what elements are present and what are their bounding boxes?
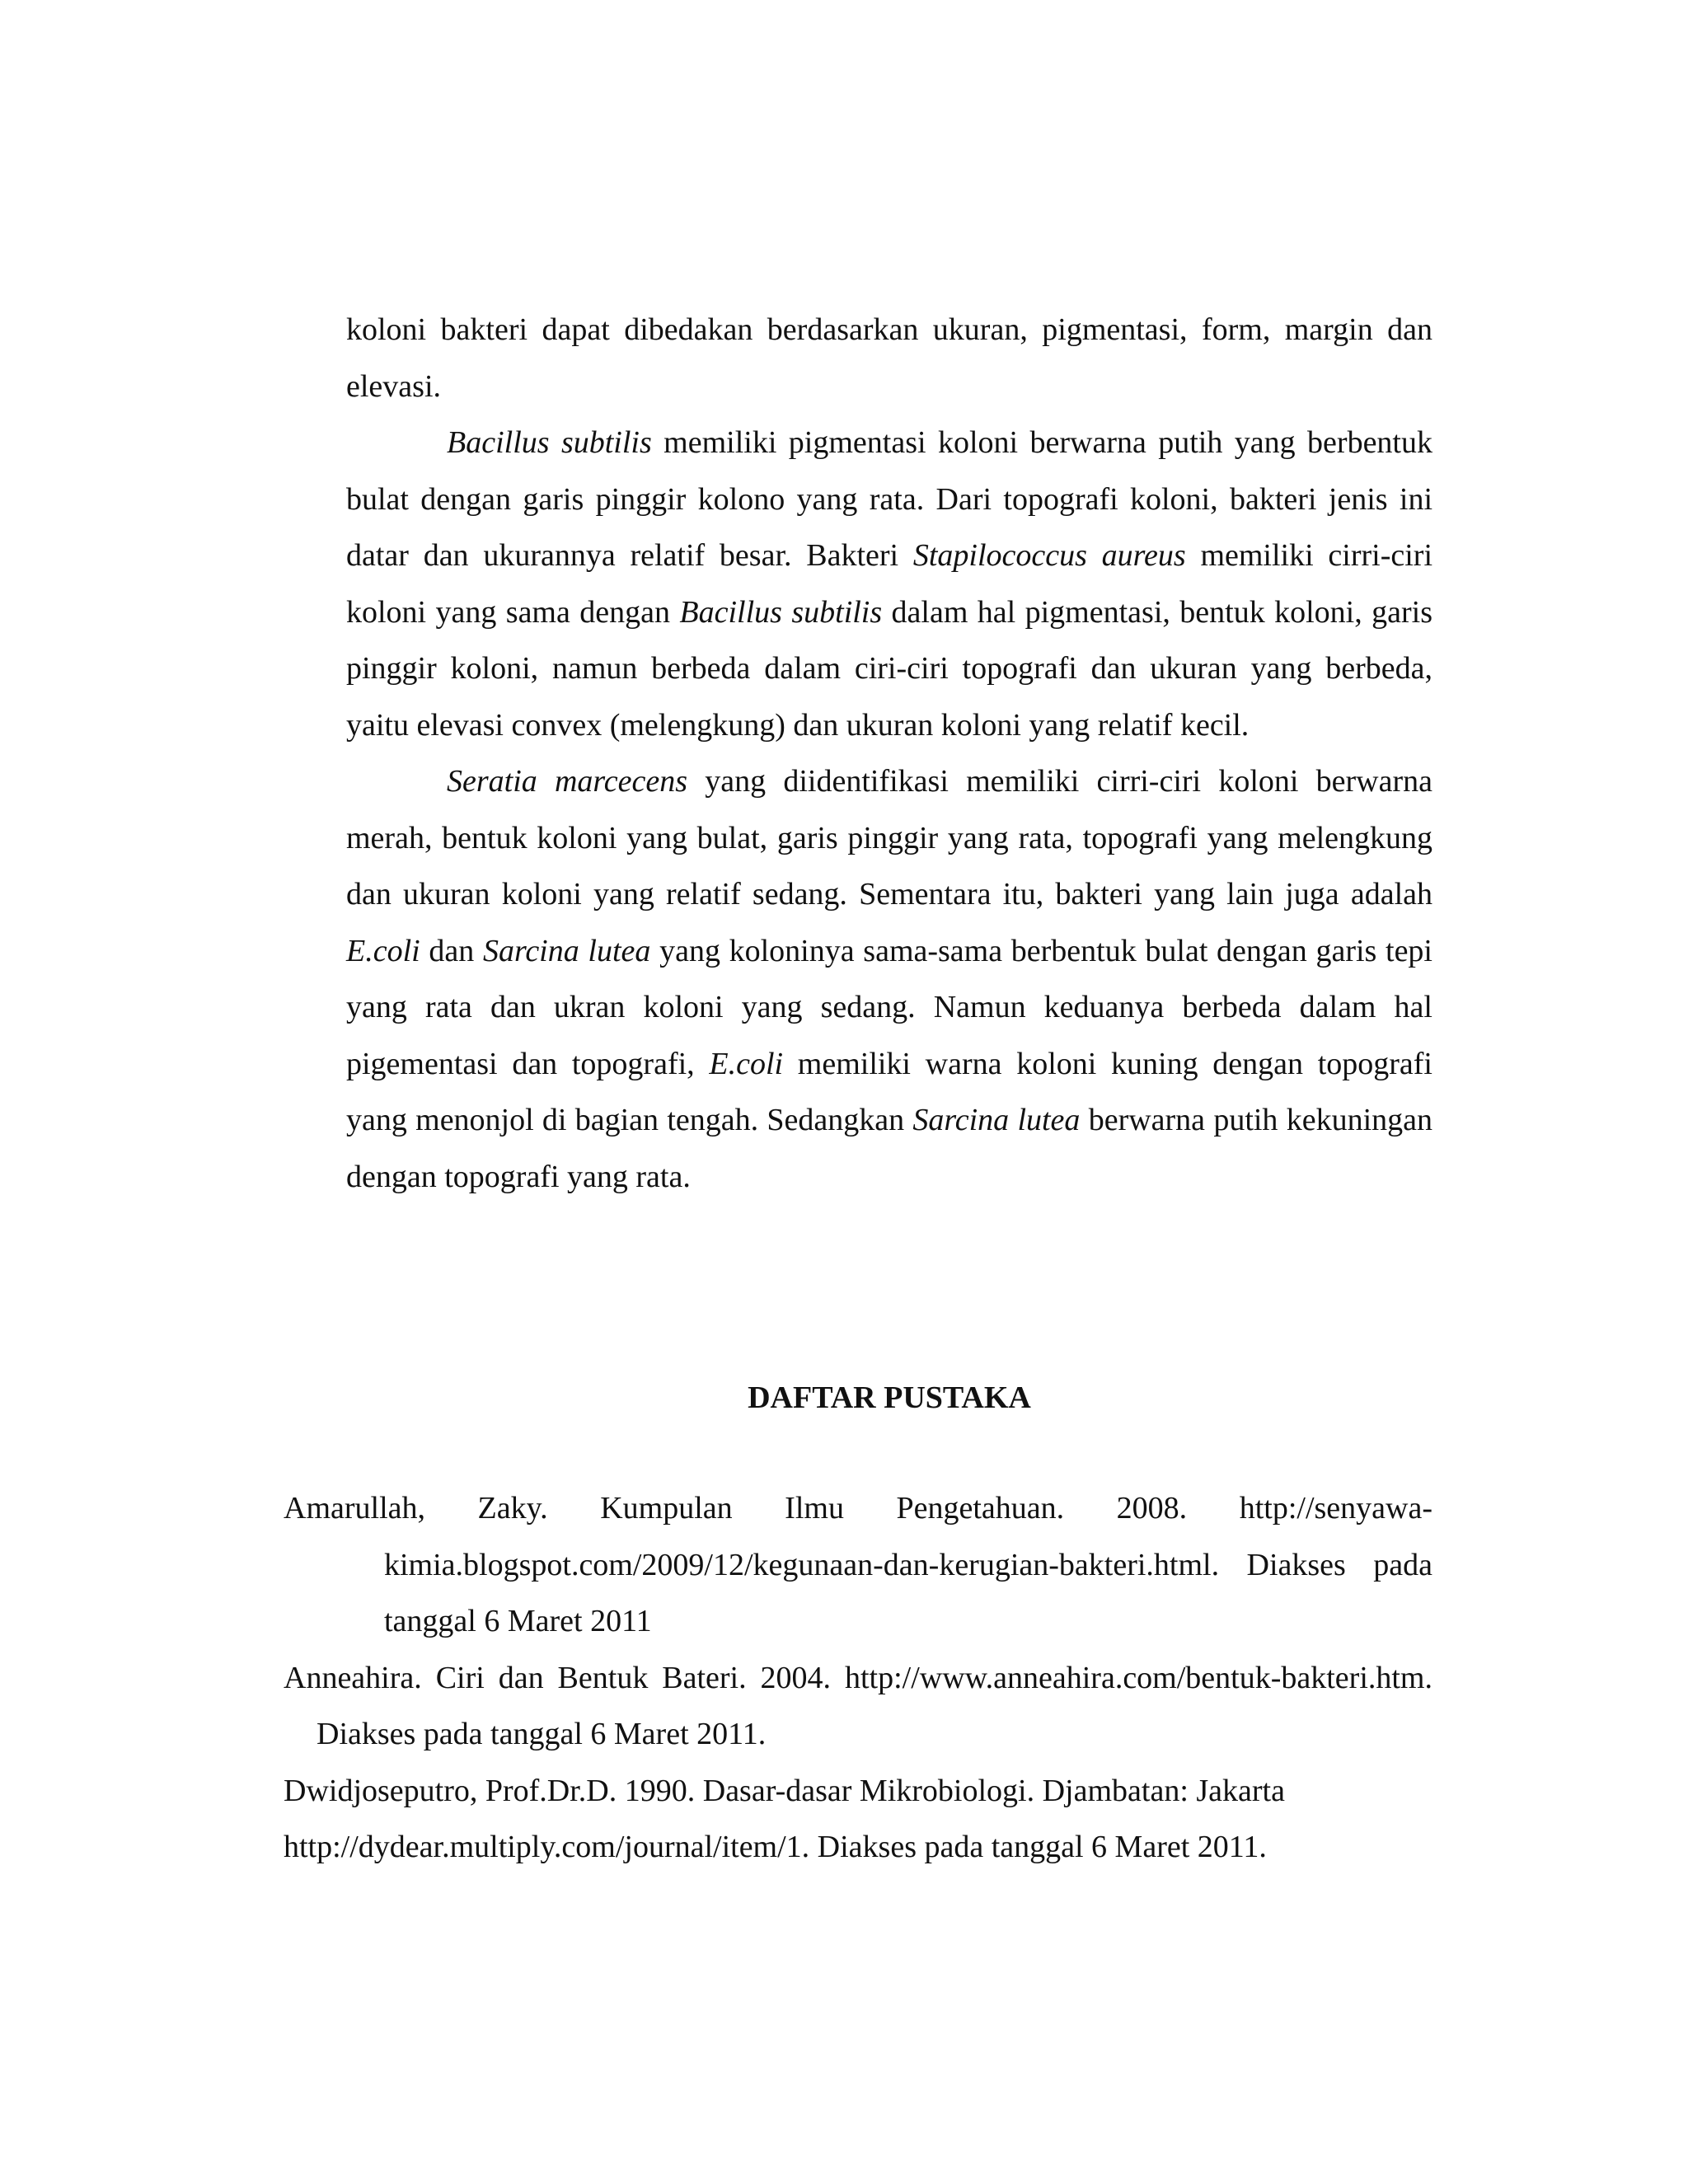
paragraph-text: memiliki pigmentasi koloni berwarna putih yang berbentuk bulat dengan garis pinggir kolono yang rata. Dari topografi koloni, bakteri jenis ini datar dan ukurannya relatif besar. Bakteri — [346, 425, 1432, 573]
paragraph-1 — [346, 302, 1432, 415]
paragraph-text: koloni bakteri dapat dibedakan berdasarkan ukuran, pigmentasi, form, margin dan elevasi. — [346, 312, 1432, 404]
paragraph-text: yang diidentifikasi memiliki cirri-ciri koloni berwarna merah, bentuk koloni yang bulat, garis pinggir yang rata, topografi yang melengkung dan ukuran koloni yang relatif sedang. Sementara itu, bakteri yang lain juga adalah — [346, 764, 1432, 912]
species-name: Bacillus subtilis — [447, 425, 652, 460]
reference-item: Dwidjoseputro, Prof.Dr.D. 1990. Dasar-dasar Mikrobiologi. Djambatan: Jakarta — [284, 1773, 1285, 1808]
species-name: Sarcina lutea — [482, 933, 651, 968]
section-heading: DAFTAR PUSTAKA — [748, 1380, 1031, 1415]
paragraph-3 — [346, 753, 1432, 1205]
species-name: Bacillus subtilis — [679, 594, 883, 630]
species-name: Stapilococcus aureus — [912, 538, 1186, 573]
paragraph-text: memiliki warna koloni kuning dengan topografi yang menonjol di bagian tengah. Sedangkan — [346, 1046, 1432, 1137]
species-name: E.coli — [709, 1046, 784, 1081]
paragraph-text: memiliki cirri-ciri koloni yang sama dengan — [346, 538, 1432, 630]
reference-list — [284, 1480, 1432, 1876]
paragraph-text: yang koloninya sama-sama berbentuk bulat dengan garis tepi yang rata dan ukran koloni yang sedang. Namun keduanya berbeda dalam hal pigementasi dan topografi, — [346, 933, 1432, 1081]
reference-item: Amarullah, Zaky. Kumpulan Ilmu Pengetahuan. 2008. http://senyawa-kimia.blogspot.com/2009/12/kegunaan-dan-kerugian-bakteri.html. Diakses pada tanggal 6 Maret 2011 — [284, 1491, 1432, 1638]
paragraph-text: dan — [420, 933, 483, 968]
paragraph-text: dalam hal pigmentasi, bentuk koloni, garis pinggir koloni, namun berbeda dalam ciri-ciri topografi dan ukuran yang berbeda, yaitu elevasi convex (melengkung) dan ukuran koloni yang relatif kecil. — [346, 594, 1432, 743]
paragraph-text: berwarna putih kekuningan dengan topografi yang rata. — [346, 1103, 1432, 1194]
reference-item: Anneahira. Ciri dan Bentuk Bateri. 2004. http://www.anneahira.com/bentuk-bakteri.htm. Diakses pada tanggal 6 Maret 2011. — [284, 1660, 1432, 1751]
species-name: Sarcina lutea — [912, 1103, 1081, 1137]
reference-item: http://dydear.multiply.com/journal/item/1. Diakses pada tanggal 6 Maret 2011. — [284, 1830, 1267, 1864]
paragraph-2 — [346, 415, 1432, 753]
body-text — [346, 302, 1432, 1205]
species-name: Seratia marcecens — [447, 764, 688, 799]
species-name: E.coli — [346, 933, 420, 968]
